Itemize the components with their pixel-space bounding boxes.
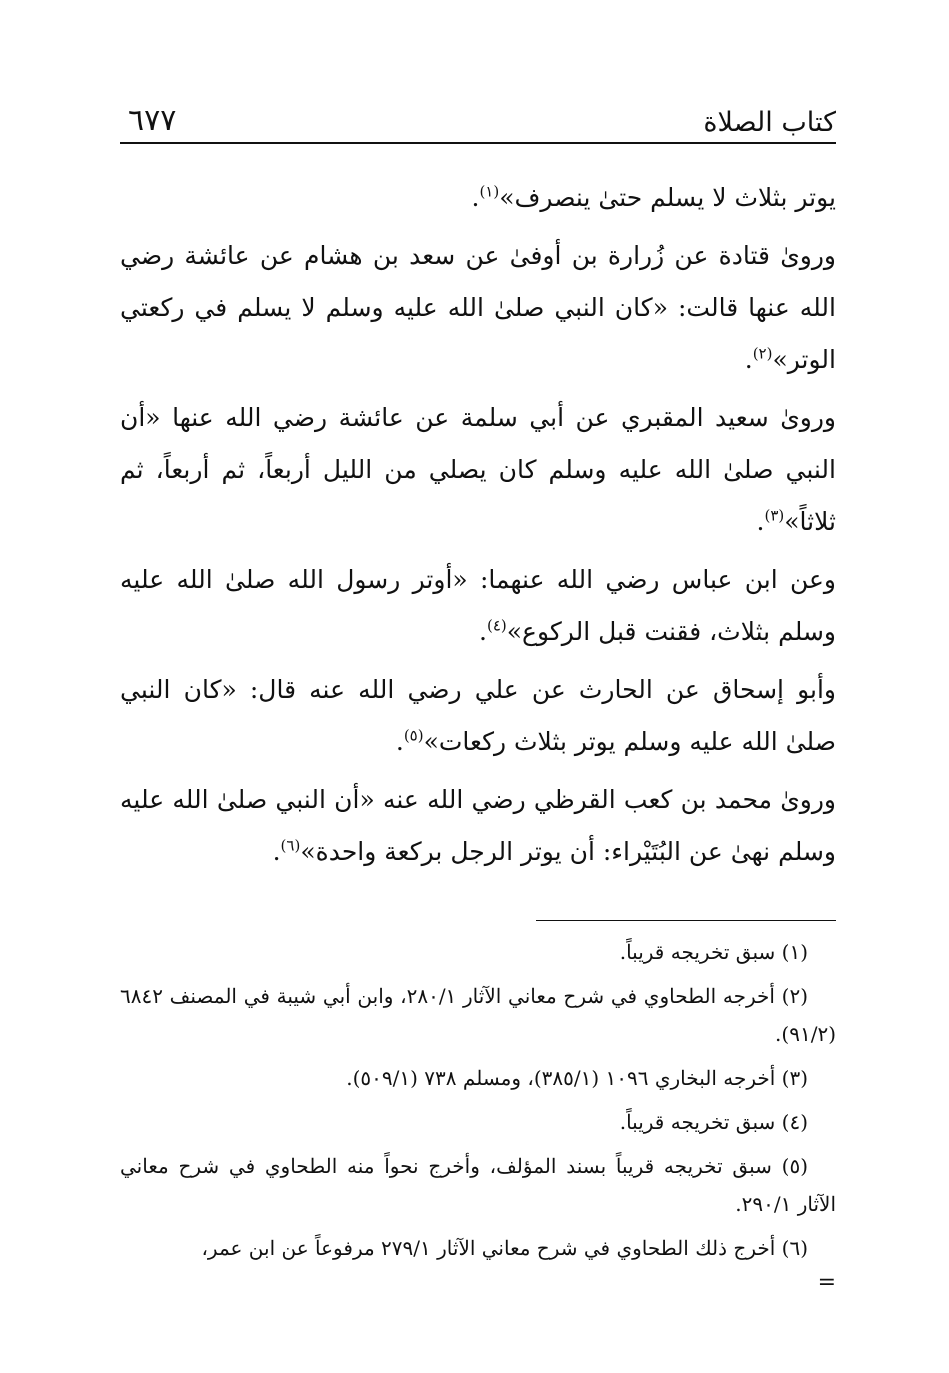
running-header [120,98,836,144]
footnote-separator-wrap [120,884,836,933]
paragraph [120,554,836,658]
paragraph-text: وروىٰ سعيد المقبري عن أبي سلمة عن عائشة رضي الله عنها «أن النبي صلىٰ الله عليه وسلم كان يصلي من الليل أربعاً، ثم أربعاً، ثم ثلاثاً» [120,403,836,536]
paragraph-end: . [756,507,765,536]
paragraph-text: وروىٰ قتادة عن زُرارة بن أوفىٰ عن سعد بن هشام عن عائشة رضي الله عنها قالت: «كان النبي صلىٰ الله عليه وسلم لا يسلم في ركعتي الوتر» [120,241,836,374]
paragraph-end: . [471,183,480,212]
footnote: (٢) أخرجه الطحاوي في شرح معاني الآثار ٢٨٠/١، وابن أبي شيبة في المصنف ٦٨٤٢ (٩١/٢). [120,984,836,1046]
paragraph [120,664,836,768]
paragraph-text: وعن ابن عباس رضي الله عنهما: «أوتر رسول الله صلىٰ الله عليه وسلم بثلاث، فقنت قبل الركوع» [120,565,836,646]
paragraph-end: . [744,345,753,374]
footnote-ref[interactable]: (١) [479,182,500,201]
paragraph-text: وروىٰ محمد بن كعب القرظي رضي الله عنه «أن النبي صلىٰ الله عليه وسلم نهىٰ عن البُتَيْراء: أن يوتر الرجل بركعة واحدة» [120,785,836,866]
footnote: (٦) أخرج ذلك الطحاوي في شرح معاني الآثار ٢٧٩/١ مرفوعاً عن ابن عمر، [201,1236,808,1260]
page-number: ٦٧٧ [128,103,177,138]
paragraph-end: . [479,617,487,646]
main-text [120,172,836,878]
footnote-separator [536,920,836,921]
paragraph-text: يوتر بثلاث لا يسلم حتىٰ ينصرف» [499,183,836,212]
footnote: (٣) أخرجه البخاري ١٠٩٦ (٣٨٥/١)، ومسلم ٧٣٨ (٥٠٩/١). [346,1066,808,1090]
footnote-ref[interactable]: (٦) [280,836,301,855]
footnote-ref[interactable]: (٣) [764,506,785,525]
paragraph-end: . [395,727,404,756]
continuation-mark: = [817,1270,836,1295]
footnote-ref[interactable]: (٤) [486,616,507,635]
paragraph-end: . [272,837,281,866]
footnotes [120,933,836,1293]
footnote: (٥) سبق تخريجه قريباً بسند المؤلف، وأخرج نحواً منه الطحاوي في شرح معاني الآثار ٢٩٠/١. [120,1154,836,1216]
footnote: (٤) سبق تخريجه قريباً. [619,1110,808,1134]
footnote-ref[interactable]: (٢) [752,344,773,363]
paragraph [120,230,836,386]
paragraph-text: وأبو إسحاق عن الحارث عن علي رضي الله عنه قال: «كان النبي صلىٰ الله عليه وسلم يوتر بثلاث ركعات» [120,675,836,756]
chapter-title: كتاب الصلاة [703,107,836,138]
book-page [120,98,836,1293]
paragraph [120,392,836,548]
paragraph [120,172,836,224]
footnote-ref[interactable]: (٥) [403,726,424,745]
footnote: (١) سبق تخريجه قريباً. [619,940,808,964]
paragraph [120,774,836,878]
